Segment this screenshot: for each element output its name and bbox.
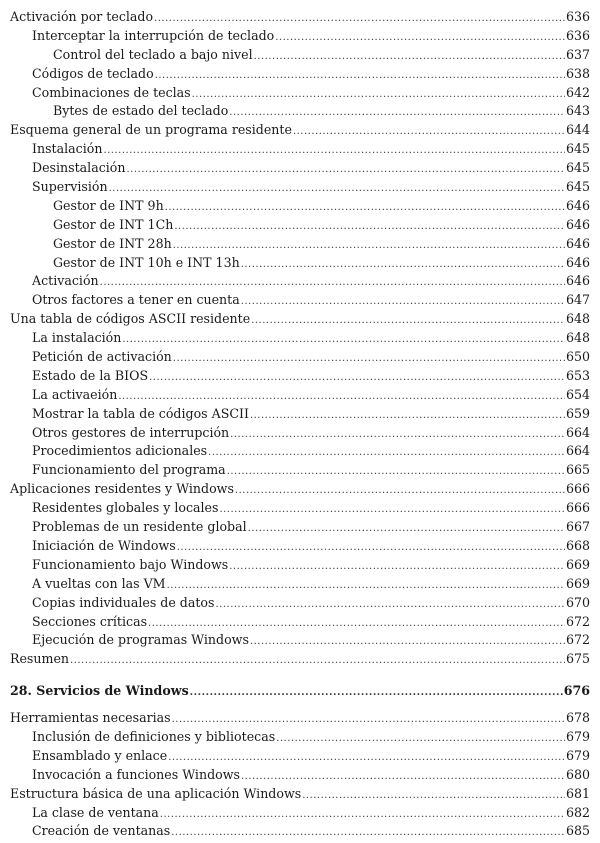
page-number: 648 — [565, 330, 590, 346]
toc-entry — [0, 424, 600, 443]
entry-title: Mostrar la tabla de códigos ASCII — [32, 405, 249, 421]
toc-entry — [0, 140, 600, 159]
entry-title: Instalación — [32, 141, 103, 157]
page-number: 650 — [565, 349, 590, 365]
toc-entry — [0, 121, 600, 140]
page-number: 672 — [565, 613, 590, 629]
dot-leader — [122, 331, 565, 350]
page-number: 666 — [565, 500, 590, 516]
page-number: 678 — [565, 710, 590, 726]
entry-title: Invocación a funciones Windows — [32, 766, 240, 782]
dot-leader — [250, 407, 565, 426]
dot-leader — [70, 652, 565, 671]
entry-title: Procedimientos adicionales — [32, 443, 208, 459]
entry-title: Ensamblado y enlace — [32, 747, 168, 763]
page-number: 643 — [565, 103, 590, 119]
entry-title: Esquema general de un programa residente — [10, 122, 292, 138]
page-number: 642 — [565, 84, 590, 100]
page-number: 664 — [565, 424, 590, 440]
dot-leader — [155, 67, 565, 86]
entry-title: Aplicaciones residentes y Windows — [10, 481, 234, 497]
page-number: 644 — [565, 122, 590, 138]
dot-leader — [160, 806, 565, 825]
page-number: 647 — [565, 292, 590, 308]
entry-title: Secciones críticas — [32, 613, 148, 629]
toc-entry — [0, 27, 600, 46]
page-number: 646 — [565, 254, 590, 270]
dot-leader — [149, 369, 565, 388]
entry-title: Gestor de INT 10h e INT 13h — [53, 254, 240, 270]
dot-leader — [235, 482, 565, 501]
dot-leader — [276, 730, 565, 749]
toc-entry — [0, 709, 600, 728]
page-number: 682 — [565, 804, 590, 820]
entry-title: Creación de ventanas — [32, 823, 171, 839]
page-number: 648 — [565, 311, 590, 327]
dot-leader — [215, 596, 564, 615]
toc-entry — [0, 804, 600, 823]
toc-entry — [0, 367, 600, 386]
toc-entry — [0, 102, 600, 121]
entry-title: Una tabla de códigos ASCII residente — [10, 311, 251, 327]
entry-title: Funcionamiento bajo Windows — [32, 556, 229, 572]
entry-title: Herramientas necesarias — [10, 710, 171, 726]
entry-title: Activación — [32, 273, 99, 289]
page-number: 672 — [565, 632, 590, 648]
toc-entry — [0, 537, 600, 556]
page-number: 646 — [565, 197, 590, 213]
entry-title: Gestor de INT 1Ch — [53, 216, 174, 232]
page-number: 685 — [565, 823, 590, 839]
toc-entry — [0, 613, 600, 632]
toc-entry — [0, 329, 600, 348]
toc-entry — [0, 159, 600, 178]
dot-leader — [174, 218, 565, 237]
dot-leader — [167, 577, 565, 596]
page-number: 680 — [565, 766, 590, 782]
entry-title: Gestor de INT 9h — [53, 197, 164, 213]
page-number: 681 — [565, 785, 590, 801]
entry-title: Códigos de teclado — [32, 65, 154, 81]
page-number: 670 — [565, 594, 590, 610]
dot-leader — [109, 180, 565, 199]
dot-leader — [293, 123, 565, 142]
page-number: 637 — [565, 46, 590, 62]
entry-title: Otros gestores de interrupción — [32, 424, 230, 440]
entry-title: Control del teclado a bajo nivel — [53, 46, 253, 62]
toc-entry — [0, 556, 600, 575]
entry-title: Interceptar la interrupción de teclado — [32, 27, 275, 43]
toc-entry — [0, 405, 600, 424]
dot-leader — [127, 161, 565, 180]
entry-title: 28. Servicios de Windows — [10, 683, 189, 699]
toc-entry — [0, 442, 600, 461]
toc-entry — [0, 461, 600, 480]
entry-title: Combinaciones de teclas — [32, 84, 191, 100]
toc-entry — [0, 386, 600, 405]
entry-title: Bytes de estado del teclado — [53, 103, 229, 119]
page-number: 645 — [565, 179, 590, 195]
toc-entry — [0, 46, 600, 65]
entry-title: La activaeión — [32, 386, 118, 402]
chapter-heading — [0, 682, 600, 701]
toc-entry — [0, 766, 600, 785]
dot-leader — [254, 48, 565, 67]
page-number: 669 — [565, 556, 590, 572]
page-number: 679 — [565, 728, 590, 744]
toc-entry — [0, 650, 600, 669]
page-number: 659 — [565, 405, 590, 421]
toc-entry — [0, 728, 600, 747]
entry-title: Iniciación de Windows — [32, 537, 176, 553]
page-number: 636 — [565, 27, 590, 43]
toc-entry — [0, 272, 600, 291]
toc-entry — [0, 84, 600, 103]
entry-title: Residentes globales y locales — [32, 500, 219, 516]
page-number: 646 — [565, 235, 590, 251]
toc-entry — [0, 785, 600, 804]
page-number: 646 — [565, 273, 590, 289]
toc-entry — [0, 575, 600, 594]
dot-leader — [302, 787, 565, 806]
dot-leader — [241, 293, 565, 312]
toc-entry — [0, 254, 600, 273]
dot-leader — [230, 426, 565, 445]
entry-title: Funcionamiento del programa — [32, 462, 226, 478]
page-number: 666 — [565, 481, 590, 497]
toc-entry — [0, 631, 600, 650]
page-number: 665 — [565, 462, 590, 478]
page-number: 636 — [565, 9, 590, 24]
dot-leader — [173, 350, 565, 369]
page-number: 675 — [565, 651, 590, 667]
entry-title: Petición de activación — [32, 349, 172, 365]
toc-entry — [0, 594, 600, 613]
entry-title: Resumen — [10, 651, 70, 667]
toc-entry — [0, 65, 600, 84]
entry-title: Estructura básica de una aplicación Windows — [10, 785, 302, 801]
entry-title: Desinstalación — [32, 160, 126, 176]
page-number: 638 — [565, 65, 590, 81]
entry-title: Otros factores a tener en cuenta — [32, 292, 240, 308]
entry-title: Inclusión de definiciones y bibliotecas — [32, 728, 276, 744]
page-number: 646 — [565, 216, 590, 232]
toc-entry — [0, 499, 600, 518]
toc-entry — [0, 197, 600, 216]
entry-title: Supervisión — [32, 179, 108, 195]
dot-leader — [103, 142, 565, 161]
dot-leader — [248, 520, 565, 539]
dot-leader — [219, 501, 565, 520]
dot-leader — [227, 463, 565, 482]
page-number: 653 — [565, 367, 590, 383]
entry-title: Estado de la BIOS — [32, 367, 149, 383]
page-number: 664 — [565, 443, 590, 459]
dot-leader — [208, 444, 565, 463]
page-number: 667 — [565, 519, 590, 535]
toc-entry — [0, 291, 600, 310]
toc-entry — [0, 480, 600, 499]
toc-entry — [0, 747, 600, 766]
toc-entry — [0, 518, 600, 537]
page-number: 669 — [565, 575, 590, 591]
dot-leader — [177, 539, 565, 558]
toc-entry — [0, 235, 600, 254]
toc-entry — [0, 216, 600, 235]
toc-entry — [0, 822, 600, 841]
dot-leader — [190, 684, 563, 703]
entry-title: Problemas de un residente global — [32, 519, 247, 535]
entry-title: Copias individuales de datos — [32, 594, 215, 610]
page-number: 645 — [565, 141, 590, 157]
dot-leader — [275, 29, 565, 48]
entry-title: Activación por teclado — [10, 9, 154, 24]
dot-leader — [171, 824, 565, 843]
entry-title: La instalación — [32, 330, 122, 346]
toc-entry — [0, 8, 600, 27]
entry-title: Ejecución de programas Windows — [32, 632, 249, 648]
page-number: 645 — [565, 160, 590, 176]
dot-leader — [250, 633, 565, 652]
entry-title: A vueltas con las VM — [32, 575, 166, 591]
dot-leader — [229, 558, 565, 577]
toc-entry — [0, 178, 600, 197]
entry-title: La clase de ventana — [32, 804, 159, 820]
page-number: 676 — [563, 683, 590, 699]
entry-title: Gestor de INT 28h — [53, 235, 172, 251]
dot-leader — [165, 199, 565, 218]
page-number: 668 — [565, 537, 590, 553]
page-number: 654 — [565, 386, 590, 402]
dot-leader — [192, 86, 565, 105]
dot-leader — [241, 256, 565, 275]
toc-entry — [0, 310, 600, 329]
toc-entry — [0, 348, 600, 367]
page-number: 679 — [565, 747, 590, 763]
dot-leader — [251, 312, 565, 331]
